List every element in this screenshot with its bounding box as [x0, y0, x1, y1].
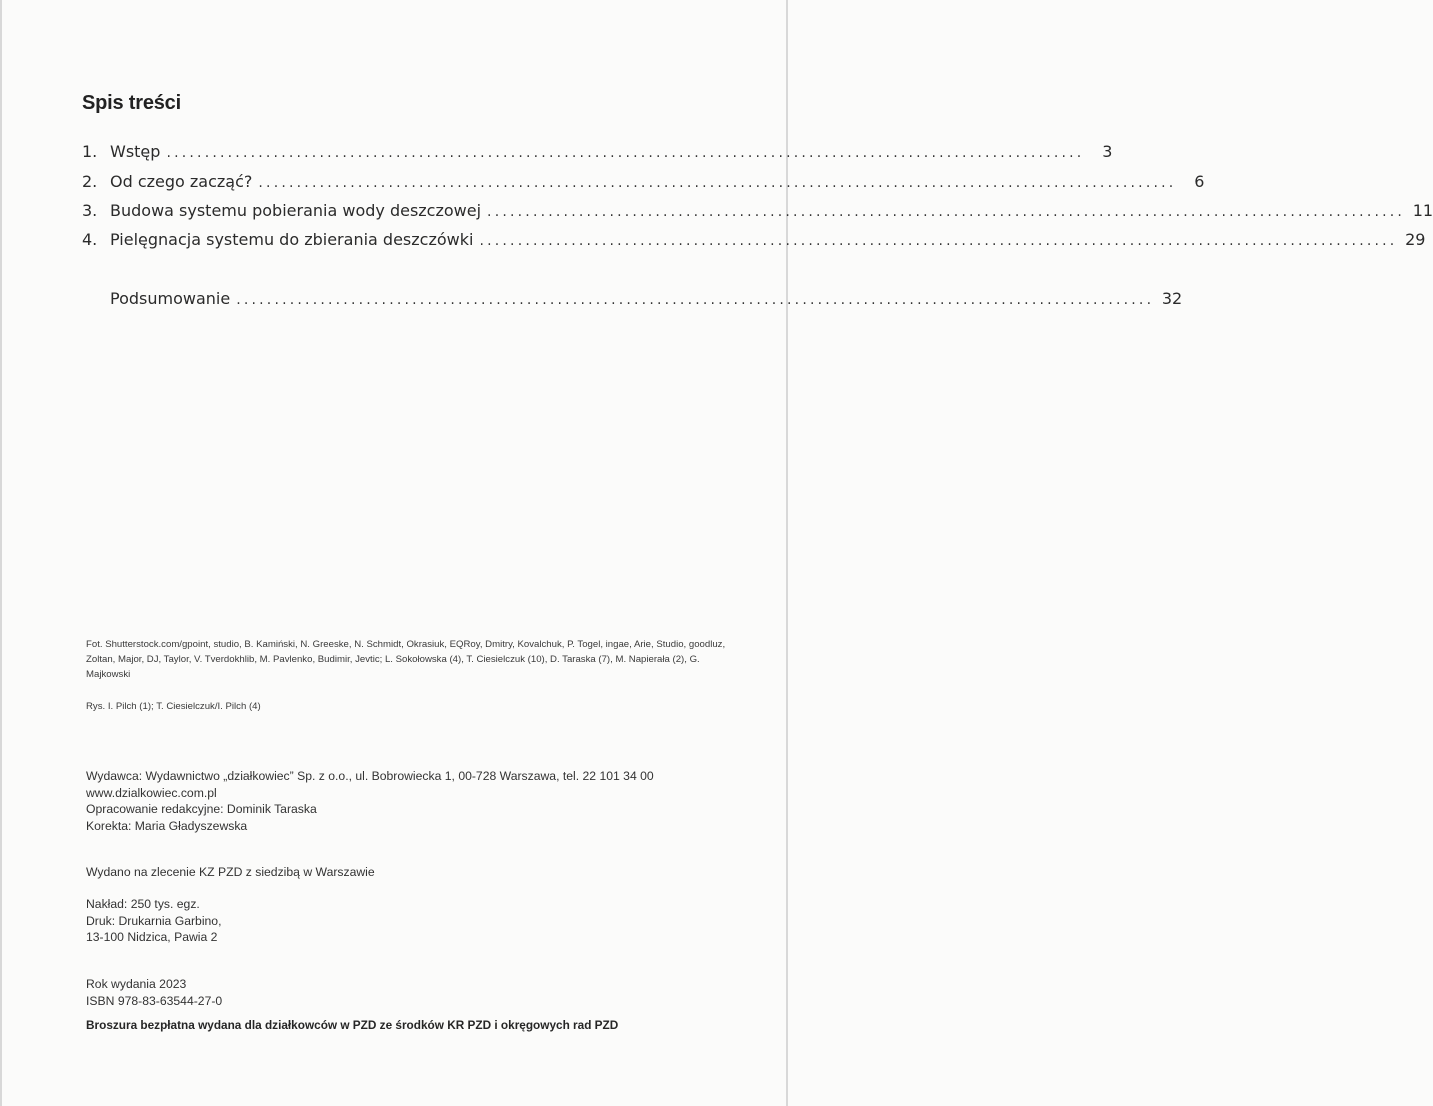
- toc-entry-title: Podsumowanie: [110, 289, 231, 308]
- toc-entry-title: Budowa systemu pobierania wody deszczowej: [110, 201, 482, 220]
- toc-leader-dots: ........................................................................................................................: [487, 204, 1406, 220]
- toc-entry-page: 29: [1405, 230, 1426, 249]
- toc-entry[interactable]: [82, 289, 1183, 315]
- edition-year: Rok wydania 2023: [86, 977, 187, 991]
- publisher-line: Wydawca: Wydawnictwo „działkowiec” Sp. z o.o., ul. Bobrowiecka 1, 00-728 Warszawa, tel. 22 101 34 00: [86, 769, 654, 783]
- toc-entry-page: 3: [1102, 142, 1113, 161]
- toc-leader-dots: ........................................................................................................................: [236, 292, 1155, 308]
- toc-entry-number: 3.: [82, 201, 98, 220]
- commission-text: Wydano na zlecenie KZ PZD z siedzibą w Warszawie: [86, 865, 375, 879]
- toc-entry-title: Od czego zacząć?: [110, 172, 253, 191]
- toc-entry-title: Wstęp: [110, 142, 161, 161]
- toc-entry[interactable]: [82, 230, 1426, 256]
- editor-line: Opracowanie redakcyjne: Dominik Taraska: [86, 802, 317, 816]
- toc-entry[interactable]: [82, 172, 1205, 198]
- proofreader-line: Korekta: Maria Gładyszewska: [86, 818, 248, 833]
- toc-leader-dots: ........................................................................................................................: [166, 145, 1085, 161]
- drawing-credits: Rys. I. Pilch (1); T. Ciesielczuk/I. Pilch (4): [86, 701, 261, 712]
- toc-entry[interactable]: [82, 201, 1433, 227]
- printer-name: Druk: Drukarnia Garbino,: [86, 913, 222, 928]
- toc-entry[interactable]: [82, 142, 1113, 168]
- printer-address: 13-100 Nidzica, Pawia 2: [86, 930, 218, 944]
- toc-entry-title: Pielęgnacja systemu do zbierania deszczówki: [110, 230, 474, 249]
- publisher-info: [86, 768, 726, 834]
- toc-entry-number: 4.: [82, 230, 98, 249]
- photo-credits: Fot. Shutterstock.com/gpoint, studio, B. Kamiński, N. Greeske, N. Schmidt, Okrasiuk, EQRoy, Dmitry, Kovalchuk, P. Togel, ingae, Arie, Studio, goodluz, Zoltan, Major, DJ, Taylor, V. Tverdokhlib, M. Pavlenko, Budimir, Jevtic; L. Sokołowska (4), T. Ciesielczuk (10), D. Taraska (7), M. Napierała (2), G. Majkowski: [86, 639, 726, 680]
- isbn: ISBN 978-83-63544-27-0: [86, 993, 223, 1008]
- print-info: [86, 896, 726, 946]
- edition-info: [86, 976, 726, 1009]
- free-brochure-note: Broszura bezpłatna wydana dla działkowców w PZD ze środków KR PZD i okręgowych rad PZD: [86, 1018, 619, 1032]
- publisher-website-link[interactable]: www.dzialkowiec.com.pl: [86, 785, 217, 800]
- page-edge-right: [786, 0, 788, 1106]
- toc-entry-number: 1.: [82, 142, 98, 161]
- page-edge-left: [0, 0, 2, 1106]
- commission-line: [86, 864, 726, 881]
- toc-entry-page: 6: [1194, 172, 1205, 191]
- toc-entry-number: 2.: [82, 172, 98, 191]
- toc-leader-dots: ........................................................................................................................: [258, 175, 1177, 191]
- toc-heading: Spis treści: [82, 92, 181, 114]
- toc-leader-dots: ........................................................................................................................: [479, 233, 1398, 249]
- print-run: Nakład: 250 tys. egz.: [86, 897, 200, 911]
- toc-entry-page: 32: [1161, 289, 1183, 308]
- toc-entry-page: 11: [1412, 201, 1433, 220]
